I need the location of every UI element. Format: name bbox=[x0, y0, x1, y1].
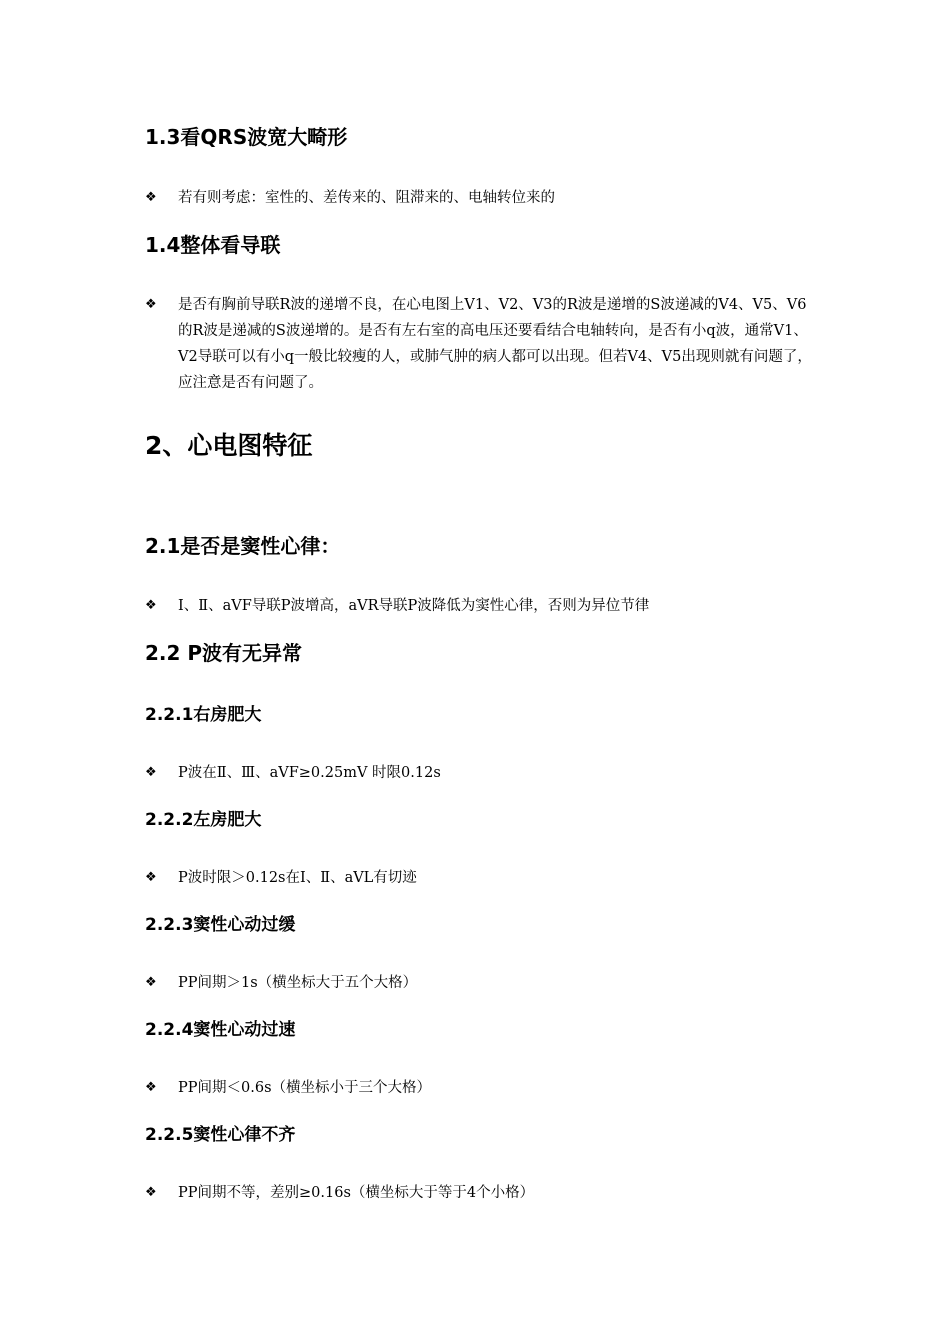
diamond-bullet-icon: ❖ bbox=[145, 870, 157, 885]
bullet-text: 若有则考虑：室性的、差传来的、阻滞来的、电轴转位来的 bbox=[178, 190, 555, 206]
diamond-bullet-icon: ❖ bbox=[145, 1080, 157, 1095]
diamond-bullet-icon: ❖ bbox=[145, 1185, 157, 1200]
bullet-item bbox=[145, 865, 815, 891]
bullet-text: P波在Ⅱ、Ⅲ、aVF≥0.25mV 时限0.12s bbox=[178, 765, 441, 781]
heading-1-3: 1.3看QRS波宽大畸形 bbox=[145, 125, 348, 149]
bullet-text: Ⅰ、Ⅱ、aVF导联P波增高，aVR导联P波降低为窦性心律，否则为异位节律 bbox=[178, 598, 650, 614]
heading-2-2-2: 2.2.2左房肥大 bbox=[145, 810, 262, 830]
bullet-item bbox=[145, 185, 815, 211]
bullet-text: 是否有胸前导联R波的递增不良，在心电图上V1、V2、V3的R波是递增的S波递减的V4、V5、V6的R波是递减的S波递增的。是否有左右室的高电压还要看结合电轴转向，是否有小q波，通常V1、V2导联可以有小q一般比较瘦的人，或肺气肿的病人都可以出现。但若V4、V5出现则就有问题了，应注意是否有问题了。 bbox=[178, 297, 812, 391]
diamond-bullet-icon: ❖ bbox=[145, 975, 157, 990]
diamond-bullet-icon: ❖ bbox=[145, 297, 157, 312]
diamond-bullet-icon: ❖ bbox=[145, 190, 157, 205]
diamond-bullet-icon: ❖ bbox=[145, 598, 157, 613]
heading-2-2-3: 2.2.3窦性心动过缓 bbox=[145, 915, 296, 935]
bullet-text: PP间期不等，差别≥0.16s（横坐标大于等于4个小格） bbox=[178, 1185, 535, 1201]
bullet-item bbox=[145, 292, 815, 396]
bullet-text: P波时限＞0.12s在Ⅰ、Ⅱ、aVL有切迹 bbox=[178, 870, 417, 886]
heading-2-2-5: 2.2.5窦性心律不齐 bbox=[145, 1125, 296, 1145]
diamond-bullet-icon: ❖ bbox=[145, 765, 157, 780]
heading-2-2-1: 2.2.1右房肥大 bbox=[145, 705, 262, 725]
bullet-item bbox=[145, 970, 815, 996]
bullet-item bbox=[145, 593, 815, 619]
bullet-text: PP间期＜0.6s（横坐标小于三个大格） bbox=[178, 1080, 432, 1096]
heading-1-4: 1.4整体看导联 bbox=[145, 233, 281, 257]
heading-2-1: 2.1是否是窦性心律： bbox=[145, 534, 341, 558]
bullet-item bbox=[145, 760, 815, 786]
bullet-item bbox=[145, 1180, 815, 1206]
bullet-item bbox=[145, 1075, 815, 1101]
heading-2-2-4: 2.2.4窦性心动过速 bbox=[145, 1020, 296, 1040]
heading-2-2: 2.2 P波有无异常 bbox=[145, 641, 303, 665]
bullet-text: PP间期＞1s（横坐标大于五个大格） bbox=[178, 975, 418, 991]
heading-2: 2、心电图特征 bbox=[145, 431, 313, 460]
